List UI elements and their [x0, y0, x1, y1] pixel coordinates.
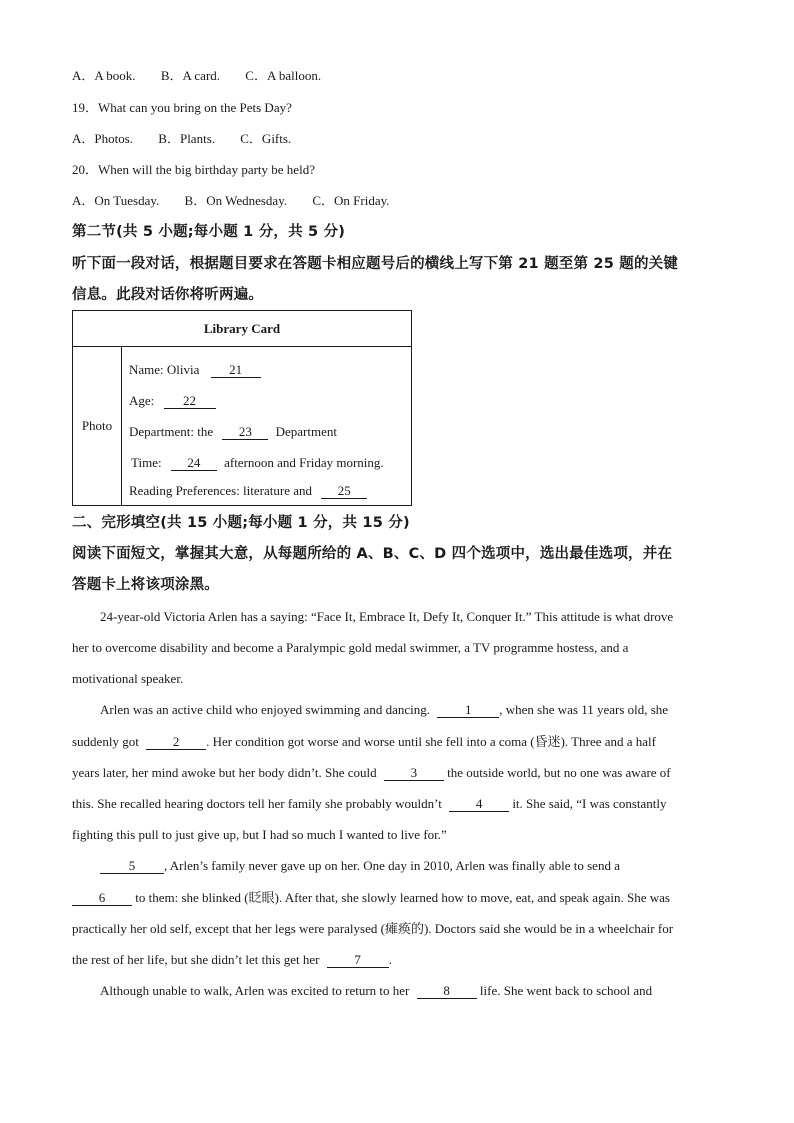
photo-cell — [73, 347, 122, 505]
passage-p3-line2 — [72, 890, 722, 906]
department-suffix: Department — [275, 424, 337, 439]
blank-23[interactable]: 23 — [222, 425, 268, 440]
cloze-blank-1[interactable]: 1 — [437, 703, 499, 718]
cloze-blank-4[interactable]: 4 — [449, 797, 509, 812]
passage-text: suddenly got — [72, 734, 139, 749]
part2-instruction-line1: 阅读下面短文，掌握其大意，从每题所给的 A、B、C、D 四个选项中，选出最佳选项，并在 — [72, 546, 673, 562]
cloze-blank-2[interactable]: 2 — [146, 735, 206, 750]
passage-text: Arlen was an active child who enjoyed swimming and dancing. — [100, 702, 430, 717]
card-row-reading — [129, 483, 367, 499]
blank-25[interactable]: 25 — [321, 484, 367, 499]
card-row-name — [129, 362, 261, 378]
card-row-time — [131, 455, 384, 471]
passage-p1-line2: her to overcome disability and become a Paralympic gold medal swimmer, a TV programme hostess, and a — [72, 640, 629, 655]
passage-p3-line4 — [72, 952, 722, 968]
passage-p3-line3: practically her old self, except that her legs were paralysed (瘫痪的). Doctors said she would be in a wheelchair for — [72, 921, 674, 936]
q19-question: 19．What can you bring on the Pets Day? — [72, 100, 292, 115]
q18-option-b: B．A card. — [160, 68, 221, 83]
q19-options — [72, 131, 291, 147]
passage-p2-line1 — [100, 702, 722, 718]
cloze-blank-5[interactable]: 5 — [100, 859, 164, 874]
q19-option-a: A．Photos. — [72, 131, 134, 146]
passage-text: this. She recalled hearing doctors tell her family she probably wouldn’t — [72, 796, 442, 811]
department-prefix: Department: the — [129, 424, 214, 439]
q18-options — [72, 68, 321, 84]
passage-text: , when she was 11 years old, she — [499, 702, 669, 717]
passage-p2-line4 — [72, 796, 722, 812]
cloze-blank-3[interactable]: 3 — [384, 766, 444, 781]
card-row-age — [129, 393, 216, 409]
passage-p2-line3 — [72, 765, 722, 781]
q20-option-a: A．On Tuesday. — [72, 193, 160, 208]
passage-text: Although unable to walk, Arlen was excited to return to her — [100, 983, 410, 998]
passage-p4-line1 — [100, 983, 722, 999]
q18-option-a: A．A book. — [72, 68, 136, 83]
passage-text: to them: she blinked (眨眼). After that, she slowly learned how to move, eat, and speak again. She was — [135, 890, 670, 905]
name-label: Name: Olivia — [129, 362, 200, 377]
passage-text: . — [388, 952, 392, 967]
cloze-blank-7[interactable]: 7 — [327, 953, 389, 968]
library-card-table — [72, 310, 412, 506]
passage-p2-line5: fighting this pull to just give up, but I had so much I wanted to live for.” — [72, 827, 447, 842]
reading-label: Reading Preferences: literature and — [129, 483, 312, 498]
passage-text: the outside world, but no one was aware of — [447, 765, 671, 780]
part2-instruction-line2: 答题卡上将该项涂黑。 — [72, 577, 219, 593]
part2-heading: 二、完形填空(共 15 小题;每小题 1 分，共 15 分) — [72, 515, 410, 531]
passage-text: it. She said, “I was constantly — [512, 796, 667, 811]
age-label: Age: — [129, 393, 155, 408]
section2-instruction-line2: 信息。此段对话你将听两遍。 — [72, 287, 264, 303]
q20-question: 20．When will the big birthday party be held? — [72, 162, 315, 177]
passage-p1-line3: motivational speaker. — [72, 671, 184, 686]
library-card-title: Library Card — [73, 311, 411, 347]
time-suffix: afternoon and Friday morning. — [224, 455, 384, 470]
passage-text: years later, her mind awoke but her body didn’t. She could — [72, 765, 377, 780]
passage-p2-line2 — [72, 734, 722, 750]
cloze-blank-8[interactable]: 8 — [417, 984, 477, 999]
passage-text: the rest of her life, but she didn’t let this get her — [72, 952, 320, 967]
cloze-blank-6[interactable]: 6 — [72, 891, 132, 906]
blank-24[interactable]: 24 — [171, 456, 217, 471]
section2-heading: 第二节(共 5 小题;每小题 1 分，共 5 分) — [72, 224, 346, 240]
passage-text: . Her condition got worse and worse until she fell into a coma (昏迷). Three and a half — [206, 734, 656, 749]
photo-label: Photo — [81, 418, 113, 433]
q20-option-c: C．On Friday. — [312, 193, 390, 208]
q20-option-b: B．On Wednesday. — [184, 193, 288, 208]
section2-instruction-line1: 听下面一段对话，根据题目要求在答题卡相应题号后的横线上写下第 21 题至第 25 题的关键 — [72, 256, 679, 272]
q20-options — [72, 193, 390, 209]
passage-p3-line1 — [100, 858, 722, 874]
blank-22[interactable]: 22 — [164, 394, 216, 409]
q19-option-b: B．Plants. — [158, 131, 216, 146]
passage-text: , Arlen’s family never gave up on her. One day in 2010, Arlen was finally able to send a — [164, 858, 620, 873]
card-row-department — [129, 424, 337, 440]
q19-option-c: C．Gifts. — [240, 131, 292, 146]
q18-option-c: C．A balloon. — [245, 68, 322, 83]
time-label: Time: — [131, 455, 162, 470]
passage-text: life. She went back to school and — [479, 983, 653, 998]
passage-p1-line1: 24-year-old Victoria Arlen has a saying: “Face It, Embrace It, Defy It, Conquer It.” This attitude is what drove — [100, 609, 674, 624]
blank-21[interactable]: 21 — [211, 363, 261, 378]
